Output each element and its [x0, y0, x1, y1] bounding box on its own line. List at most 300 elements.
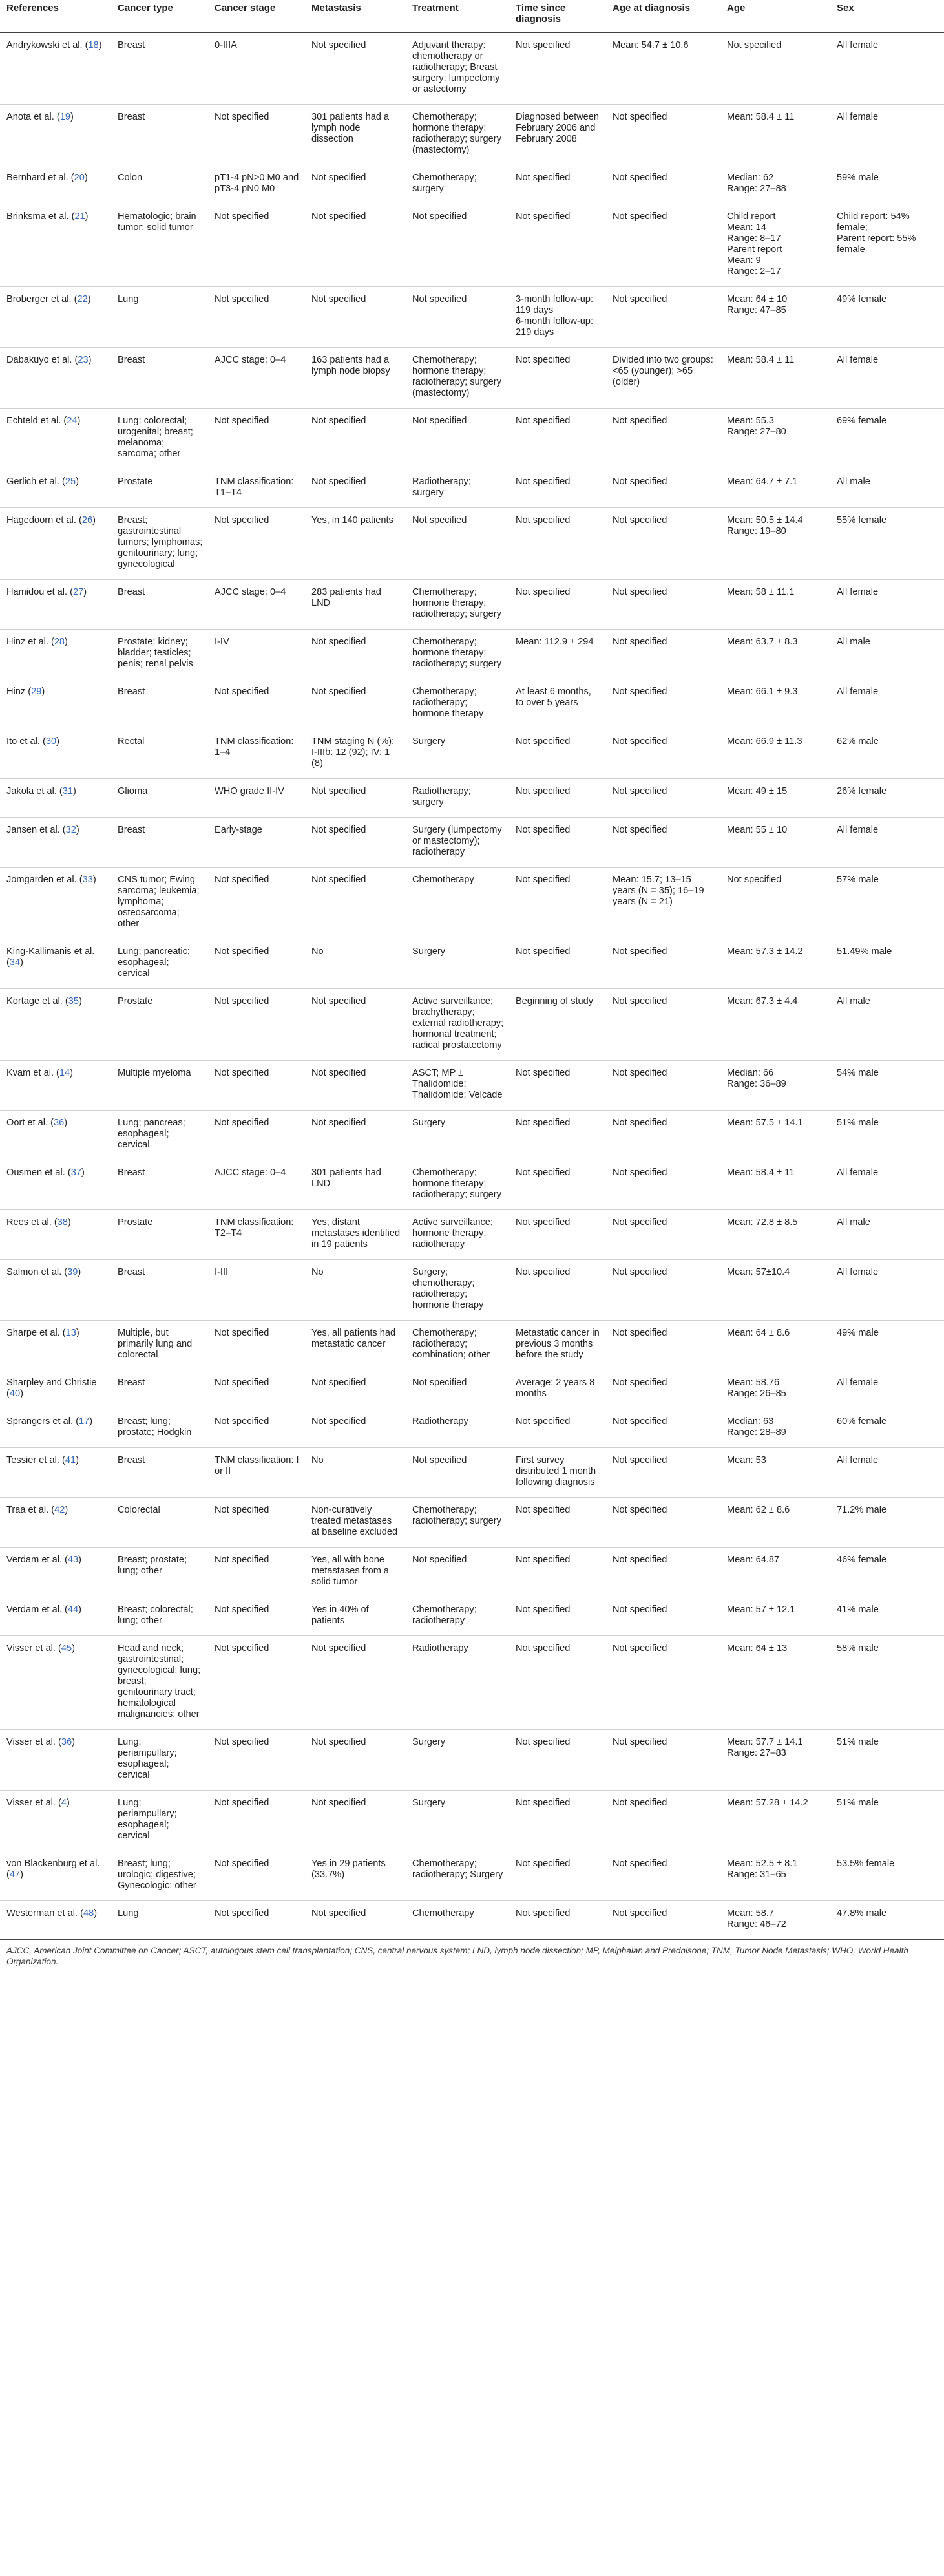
citation-link[interactable]: 40 [9, 1389, 21, 1399]
citation-link[interactable]: 39 [67, 1267, 78, 1277]
cell-cancer-stage: Not specified [208, 1409, 305, 1448]
cell-cancer-stage: AJCC stage: 0–4 [208, 580, 305, 630]
cell-time-since-diagnosis: At least 6 months, to over 5 years [509, 679, 606, 729]
cell-cancer-stage: Not specified [208, 1061, 305, 1111]
citation-link[interactable]: 48 [83, 1908, 94, 1919]
table-row [0, 1901, 944, 1940]
reference-name: Oort et al. ( [6, 1118, 54, 1128]
cell-age-at-diagnosis: Not specified [606, 409, 720, 469]
cell-age-at-diagnosis: Mean: 15.7; 13–15 years (N = 35); 16–19 years (N = 21) [606, 868, 720, 939]
cell-metastasis: Not specified [305, 989, 406, 1061]
cell-treatment: Chemotherapy; radiotherapy; hormone therapy [406, 679, 509, 729]
cell-age-at-diagnosis: Not specified [606, 1636, 720, 1730]
cell-sex: All male [830, 1210, 944, 1260]
citation-link[interactable]: 30 [45, 736, 57, 747]
reference-name: Visser et al. ( [6, 1737, 61, 1747]
citation-close-paren: ) [64, 1118, 68, 1128]
citation-link[interactable]: 17 [78, 1416, 90, 1427]
cell-age: Mean: 64 ± 10 Range: 47–85 [720, 287, 830, 348]
cell-age: Mean: 64 ± 8.6 [720, 1321, 830, 1370]
cell-sex: 71.2% male [830, 1498, 944, 1548]
cell-time-since-diagnosis: Not specified [509, 1901, 606, 1940]
cell-cancer-type: Breast [111, 105, 208, 165]
table-row [0, 1061, 944, 1111]
citation-close-paren: ) [73, 786, 76, 796]
cell-cancer-type: Hematologic; brain tumor; solid tumor [111, 204, 208, 287]
cell-sex: All female [830, 1370, 944, 1409]
cell-sex: All female [830, 105, 944, 165]
cell-cancer-type: Breast [111, 818, 208, 868]
cell-sex: 47.8% male [830, 1901, 944, 1940]
reference-name: Sharpley and Christie ( [6, 1378, 97, 1399]
cell-age: Mean: 57.3 ± 14.2 [720, 939, 830, 989]
reference-name: Visser et al. ( [6, 1643, 61, 1654]
cell-age-at-diagnosis: Not specified [606, 1548, 720, 1597]
citation-close-paren: ) [94, 1908, 98, 1919]
reference-name: Verdam et al. ( [6, 1555, 68, 1565]
column-header-cancer-type: Cancer type [111, 0, 208, 33]
cell-age-at-diagnosis: Not specified [606, 1901, 720, 1940]
cell-sex: All male [830, 989, 944, 1061]
cell-time-since-diagnosis: Metastatic cancer in previous 3 months before the study [509, 1321, 606, 1370]
reference-name: Kortage et al. ( [6, 996, 68, 1006]
cell-age-at-diagnosis: Not specified [606, 204, 720, 287]
cell-time-since-diagnosis: Not specified [509, 1111, 606, 1160]
cell-sex: 69% female [830, 409, 944, 469]
cell-time-since-diagnosis: Mean: 112.9 ± 294 [509, 630, 606, 679]
cell-metastasis: Yes in 40% of patients [305, 1597, 406, 1636]
cell-cancer-stage: TNM classification: 1–4 [208, 729, 305, 779]
citation-link[interactable]: 27 [73, 587, 84, 597]
cell-age: Mean: 57.5 ± 14.1 [720, 1111, 830, 1160]
cell-treatment: Surgery [406, 729, 509, 779]
cell-age-at-diagnosis: Not specified [606, 105, 720, 165]
cell-metastasis: 301 patients had LND [305, 1160, 406, 1210]
column-header-treatment: Treatment [406, 0, 509, 33]
cell-sex: 51% male [830, 1111, 944, 1160]
reference-name: Echteld et al. ( [6, 416, 67, 426]
cell-reference [0, 1370, 111, 1409]
cell-time-since-diagnosis: Not specified [509, 818, 606, 868]
reference-name: Bernhard et al. ( [6, 173, 74, 183]
cell-age-at-diagnosis: Not specified [606, 939, 720, 989]
cell-age: Median: 63 Range: 28–89 [720, 1409, 830, 1448]
cell-age: Mean: 53 [720, 1448, 830, 1498]
cell-sex: All female [830, 818, 944, 868]
reference-name: Sharpe et al. ( [6, 1328, 66, 1338]
citation-close-paren: ) [76, 825, 79, 835]
cell-metastasis: Not specified [305, 679, 406, 729]
cell-reference [0, 630, 111, 679]
citation-close-paren: ) [83, 587, 87, 597]
cell-treatment: Active surveillance; brachytherapy; external radiotherapy; hormonal treatment; radical prostatectomy [406, 989, 509, 1061]
cell-age-at-diagnosis: Not specified [606, 989, 720, 1061]
citation-close-paren: ) [81, 1167, 85, 1178]
cell-cancer-type: Prostate [111, 469, 208, 508]
cell-sex: 46% female [830, 1548, 944, 1597]
cell-metastasis: No [305, 939, 406, 989]
cell-time-since-diagnosis: Not specified [509, 580, 606, 630]
cell-cancer-stage: AJCC stage: 0–4 [208, 1160, 305, 1210]
cell-cancer-type: Breast [111, 580, 208, 630]
cell-time-since-diagnosis: Beginning of study [509, 989, 606, 1061]
table-row [0, 679, 944, 729]
citation-close-paren: ) [92, 875, 96, 885]
cell-age: Median: 66 Range: 36–89 [720, 1061, 830, 1111]
table-row [0, 729, 944, 779]
table-row [0, 1636, 944, 1730]
cell-metastasis: Non-curatively treated metastases at baseline excluded [305, 1498, 406, 1548]
cell-cancer-stage: Not specified [208, 939, 305, 989]
cell-sex: 62% male [830, 729, 944, 779]
column-header-cancer-stage: Cancer stage [208, 0, 305, 33]
table-row [0, 105, 944, 165]
citation-link[interactable]: 47 [9, 1869, 21, 1880]
citation-close-paren: ) [20, 957, 23, 968]
cell-sex: 58% male [830, 1636, 944, 1730]
citation-close-paren: ) [72, 1737, 75, 1747]
cell-time-since-diagnosis: Not specified [509, 469, 606, 508]
cell-sex: 54% male [830, 1061, 944, 1111]
cell-cancer-type: Lung; periampullary; esophageal; cervical [111, 1730, 208, 1791]
cell-treatment: Not specified [406, 1370, 509, 1409]
cell-cancer-stage: TNM classification: I or II [208, 1448, 305, 1498]
citation-link[interactable]: 35 [68, 996, 79, 1006]
cell-cancer-type: Multiple, but primarily lung and colorectal [111, 1321, 208, 1370]
cell-sex: 26% female [830, 779, 944, 818]
citation-link[interactable]: 13 [65, 1328, 76, 1338]
cell-reference [0, 1636, 111, 1730]
cell-treatment: Not specified [406, 508, 509, 580]
citation-link[interactable]: 14 [59, 1068, 70, 1078]
cell-reference [0, 1160, 111, 1210]
citation-link[interactable]: 37 [70, 1167, 81, 1178]
cell-age: Mean: 72.8 ± 8.5 [720, 1210, 830, 1260]
reference-name: Salmon et al. ( [6, 1267, 68, 1277]
cell-time-since-diagnosis: Diagnosed between February 2006 and February 2008 [509, 105, 606, 165]
cell-sex: All female [830, 1260, 944, 1321]
reference-name: Hagedoorn et al. ( [6, 515, 82, 526]
cell-cancer-stage: Not specified [208, 204, 305, 287]
cell-age: Mean: 50.5 ± 14.4 Range: 19–80 [720, 508, 830, 580]
citation-link[interactable]: 22 [77, 294, 88, 304]
cell-treatment: Chemotherapy; radiotherapy [406, 1597, 509, 1636]
citation-link[interactable]: 18 [88, 40, 99, 50]
cell-time-since-diagnosis: Not specified [509, 1160, 606, 1210]
cell-sex: 49% female [830, 287, 944, 348]
citation-link[interactable]: 44 [67, 1604, 79, 1615]
table-row [0, 409, 944, 469]
citation-link[interactable]: 19 [59, 112, 70, 122]
citation-link[interactable]: 33 [82, 875, 93, 885]
table-row [0, 989, 944, 1061]
citation-link[interactable]: 26 [81, 515, 93, 526]
cell-treatment: Chemotherapy; hormone therapy; radiotherapy; surgery (mastectomy) [406, 348, 509, 409]
cell-metastasis: Not specified [305, 287, 406, 348]
cell-metastasis: Not specified [305, 33, 406, 105]
citation-link[interactable]: 45 [61, 1643, 72, 1654]
citation-close-paren: ) [76, 476, 79, 487]
reference-name: Broberger et al. ( [6, 294, 78, 304]
cell-sex: All male [830, 469, 944, 508]
cell-cancer-stage: Not specified [208, 1111, 305, 1160]
cell-reference [0, 348, 111, 409]
cell-metastasis: Yes, all patients had metastatic cancer [305, 1321, 406, 1370]
table-row [0, 868, 944, 939]
table-row [0, 287, 944, 348]
cell-metastasis: No [305, 1448, 406, 1498]
citation-close-paren: ) [78, 996, 82, 1006]
cell-cancer-type: Breast; lung; prostate; Hodgkin [111, 1409, 208, 1448]
cell-treatment: Not specified [406, 409, 509, 469]
cell-reference [0, 1409, 111, 1448]
table-row [0, 1498, 944, 1548]
cell-sex: 51% male [830, 1730, 944, 1791]
cell-treatment: Chemotherapy; radiotherapy; Surgery [406, 1851, 509, 1901]
table-row [0, 1597, 944, 1636]
citation-link[interactable]: 21 [74, 211, 85, 222]
citation-link[interactable]: 29 [31, 687, 42, 697]
citation-link[interactable]: 31 [62, 786, 74, 796]
table-row [0, 779, 944, 818]
cell-time-since-diagnosis: Not specified [509, 1636, 606, 1730]
cell-cancer-type: Prostate [111, 989, 208, 1061]
table-row [0, 165, 944, 204]
cell-treatment: Chemotherapy; radiotherapy; surgery [406, 1498, 509, 1548]
cell-metastasis: 283 patients had LND [305, 580, 406, 630]
cell-cancer-type: Colorectal [111, 1498, 208, 1548]
cell-age-at-diagnosis: Not specified [606, 1791, 720, 1851]
citation-close-paren: ) [67, 1798, 70, 1808]
cell-sex: 53.5% female [830, 1851, 944, 1901]
cell-metastasis: Yes, distant metastases identified in 19 patients [305, 1210, 406, 1260]
cell-age-at-diagnosis: Not specified [606, 1851, 720, 1901]
cell-cancer-stage: Not specified [208, 287, 305, 348]
cell-sex: 60% female [830, 1409, 944, 1448]
table-row [0, 1260, 944, 1321]
cell-metastasis: 163 patients had a lymph node biopsy [305, 348, 406, 409]
citation-close-paren: ) [20, 1389, 23, 1399]
cell-cancer-stage: WHO grade II-IV [208, 779, 305, 818]
cell-cancer-stage: pT1-4 pN>0 M0 and pT3-4 pN0 M0 [208, 165, 305, 204]
cell-age-at-diagnosis: Not specified [606, 1498, 720, 1548]
citation-link[interactable]: 25 [65, 476, 76, 487]
citation-close-paren: ) [78, 1604, 82, 1615]
cell-age-at-diagnosis: Not specified [606, 287, 720, 348]
cell-age-at-diagnosis: Not specified [606, 1597, 720, 1636]
table-row [0, 1111, 944, 1160]
cell-time-since-diagnosis: Not specified [509, 165, 606, 204]
table-row [0, 348, 944, 409]
cell-treatment: Not specified [406, 287, 509, 348]
header-row [0, 0, 944, 33]
cell-age: Mean: 57.7 ± 14.1 Range: 27–83 [720, 1730, 830, 1791]
citation-link[interactable]: 24 [67, 416, 78, 426]
table-row [0, 204, 944, 287]
cell-metastasis: Not specified [305, 779, 406, 818]
column-header-metastasis: Metastasis [305, 0, 406, 33]
cell-cancer-stage: Not specified [208, 409, 305, 469]
citation-link[interactable]: 36 [54, 1118, 65, 1128]
table-row [0, 1210, 944, 1260]
cell-cancer-stage: TNM classification: T1–T4 [208, 469, 305, 508]
cell-sex: All female [830, 1448, 944, 1498]
cell-age: Mean: 52.5 ± 8.1 Range: 31–65 [720, 1851, 830, 1901]
cell-age-at-diagnosis: Not specified [606, 580, 720, 630]
cell-cancer-type: Multiple myeloma [111, 1061, 208, 1111]
citation-link[interactable]: 4 [61, 1798, 67, 1808]
cell-metastasis: Yes, all with bone metastases from a solid tumor [305, 1548, 406, 1597]
cell-treatment: Chemotherapy; hormone therapy; radiotherapy; surgery [406, 580, 509, 630]
cell-metastasis: Not specified [305, 1730, 406, 1791]
cell-reference [0, 165, 111, 204]
cell-treatment: Surgery (lumpectomy or mastectomy); radiotherapy [406, 818, 509, 868]
reference-name: Traa et al. ( [6, 1505, 55, 1515]
cell-age-at-diagnosis: Mean: 54.7 ± 10.6 [606, 33, 720, 105]
cell-treatment: Chemotherapy [406, 868, 509, 939]
cell-cancer-type: Breast; gastrointestinal tumors; lymphomas; genitourinary; lung; gynecological [111, 508, 208, 580]
cell-reference [0, 1597, 111, 1636]
cell-reference [0, 1730, 111, 1791]
cell-cancer-stage: Not specified [208, 1548, 305, 1597]
citation-link[interactable]: 32 [65, 825, 76, 835]
cell-reference [0, 818, 111, 868]
cell-treatment: Surgery; chemotherapy; radiotherapy; hormone therapy [406, 1260, 509, 1321]
cell-sex: 59% male [830, 165, 944, 204]
table-row [0, 1321, 944, 1370]
cell-cancer-type: Lung; pancreatic; esophageal; cervical [111, 939, 208, 989]
citation-link[interactable]: 41 [65, 1455, 76, 1465]
cell-treatment: ASCT; MP ± Thalidomide; Thalidomide; Velcade [406, 1061, 509, 1111]
cell-sex: All female [830, 679, 944, 729]
cell-cancer-type: Breast [111, 679, 208, 729]
cell-cancer-stage: Not specified [208, 1730, 305, 1791]
cell-reference [0, 1210, 111, 1260]
cell-cancer-type: Breast [111, 1448, 208, 1498]
citation-close-paren: ) [76, 1328, 79, 1338]
citation-close-paren: ) [67, 1217, 71, 1228]
reference-name: Westerman et al. ( [6, 1908, 83, 1919]
cell-metastasis: Not specified [305, 1409, 406, 1448]
cell-metastasis: Not specified [305, 204, 406, 287]
citation-link[interactable]: 34 [9, 957, 21, 968]
cell-age: Mean: 58.4 ± 11 [720, 348, 830, 409]
cell-age: Mean: 58.4 ± 11 [720, 1160, 830, 1210]
citation-link[interactable]: 36 [61, 1737, 72, 1747]
reference-name: Hinz et al. ( [6, 637, 54, 647]
table-row [0, 580, 944, 630]
cell-age-at-diagnosis: Not specified [606, 630, 720, 679]
cell-time-since-diagnosis: Not specified [509, 508, 606, 580]
cell-age: Mean: 64.7 ± 7.1 [720, 469, 830, 508]
cell-metastasis: Not specified [305, 1111, 406, 1160]
cell-reference [0, 1448, 111, 1498]
cell-cancer-stage: Not specified [208, 1636, 305, 1730]
table-row [0, 1409, 944, 1448]
table-row [0, 1548, 944, 1597]
citation-link[interactable]: 20 [74, 173, 85, 183]
citation-link[interactable]: 28 [54, 637, 65, 647]
citation-close-paren: ) [85, 211, 89, 222]
cell-time-since-diagnosis: Not specified [509, 939, 606, 989]
cell-treatment: Surgery [406, 1791, 509, 1851]
table-row [0, 508, 944, 580]
cell-cancer-type: Breast; lung; urologic; digestive; Gynecologic; other [111, 1851, 208, 1901]
reference-name: Ousmen et al. ( [6, 1167, 71, 1178]
cell-metastasis: Not specified [305, 1370, 406, 1409]
cell-cancer-type: Breast; prostate; lung; other [111, 1548, 208, 1597]
reference-name: Jomgarden et al. ( [6, 875, 83, 885]
citation-close-paren: ) [84, 173, 88, 183]
citation-link[interactable]: 42 [54, 1505, 65, 1515]
cell-cancer-stage: I-III [208, 1260, 305, 1321]
cell-age-at-diagnosis: Not specified [606, 1160, 720, 1210]
cell-age-at-diagnosis: Not specified [606, 818, 720, 868]
cell-reference [0, 1498, 111, 1548]
cell-cancer-stage: Not specified [208, 1321, 305, 1370]
reference-name: Kvam et al. ( [6, 1068, 59, 1078]
cell-reference [0, 1901, 111, 1940]
cell-age: Mean: 58.4 ± 11 [720, 105, 830, 165]
citation-close-paren: ) [89, 1416, 93, 1427]
table-row [0, 630, 944, 679]
cell-age: Mean: 57.28 ± 14.2 [720, 1791, 830, 1851]
table-row [0, 1730, 944, 1791]
cell-metastasis: Not specified [305, 409, 406, 469]
cell-age-at-diagnosis: Not specified [606, 679, 720, 729]
reference-name: Sprangers et al. ( [6, 1416, 79, 1427]
cell-metastasis: Yes in 29 patients (33.7%) [305, 1851, 406, 1901]
cell-reference [0, 33, 111, 105]
cell-age-at-diagnosis: Not specified [606, 1370, 720, 1409]
cell-time-since-diagnosis: Not specified [509, 1548, 606, 1597]
cell-treatment: Radiotherapy; surgery [406, 469, 509, 508]
cell-reference [0, 1260, 111, 1321]
citation-link[interactable]: 38 [57, 1217, 68, 1228]
cell-treatment: Surgery [406, 1111, 509, 1160]
cell-age: Mean: 64 ± 13 [720, 1636, 830, 1730]
reference-name: Dabakuyo et al. ( [6, 355, 78, 365]
cell-treatment: Radiotherapy; surgery [406, 779, 509, 818]
cell-age-at-diagnosis: Not specified [606, 1061, 720, 1111]
reference-name: Jansen et al. ( [6, 825, 66, 835]
cell-age: Mean: 57±10.4 [720, 1260, 830, 1321]
table-row [0, 1370, 944, 1409]
cell-age-at-diagnosis: Not specified [606, 1409, 720, 1448]
cell-cancer-stage: Not specified [208, 1370, 305, 1409]
reference-name: King-Kallimanis et al. ( [6, 946, 95, 968]
citation-link[interactable]: 43 [67, 1555, 79, 1565]
cell-sex: 51.49% male [830, 939, 944, 989]
cell-treatment: Surgery [406, 1730, 509, 1791]
cell-time-since-diagnosis: Not specified [509, 1210, 606, 1260]
cell-cancer-stage: AJCC stage: 0–4 [208, 348, 305, 409]
cell-cancer-type: Colon [111, 165, 208, 204]
table-body [0, 33, 944, 1940]
cell-age-at-diagnosis: Not specified [606, 729, 720, 779]
citation-link[interactable]: 23 [78, 355, 89, 365]
cell-cancer-type: Prostate [111, 1210, 208, 1260]
cell-cancer-stage: Not specified [208, 868, 305, 939]
column-header-age: Age [720, 0, 830, 33]
cell-cancer-stage: 0-IIIA [208, 33, 305, 105]
cell-age-at-diagnosis: Not specified [606, 469, 720, 508]
table-row [0, 1851, 944, 1901]
cell-reference [0, 779, 111, 818]
cell-sex: All female [830, 1160, 944, 1210]
cell-cancer-type: Head and neck; gastrointestinal; gynecological; lung; breast; genitourinary tract; hematological malignancies; other [111, 1636, 208, 1730]
cell-reference [0, 1548, 111, 1597]
